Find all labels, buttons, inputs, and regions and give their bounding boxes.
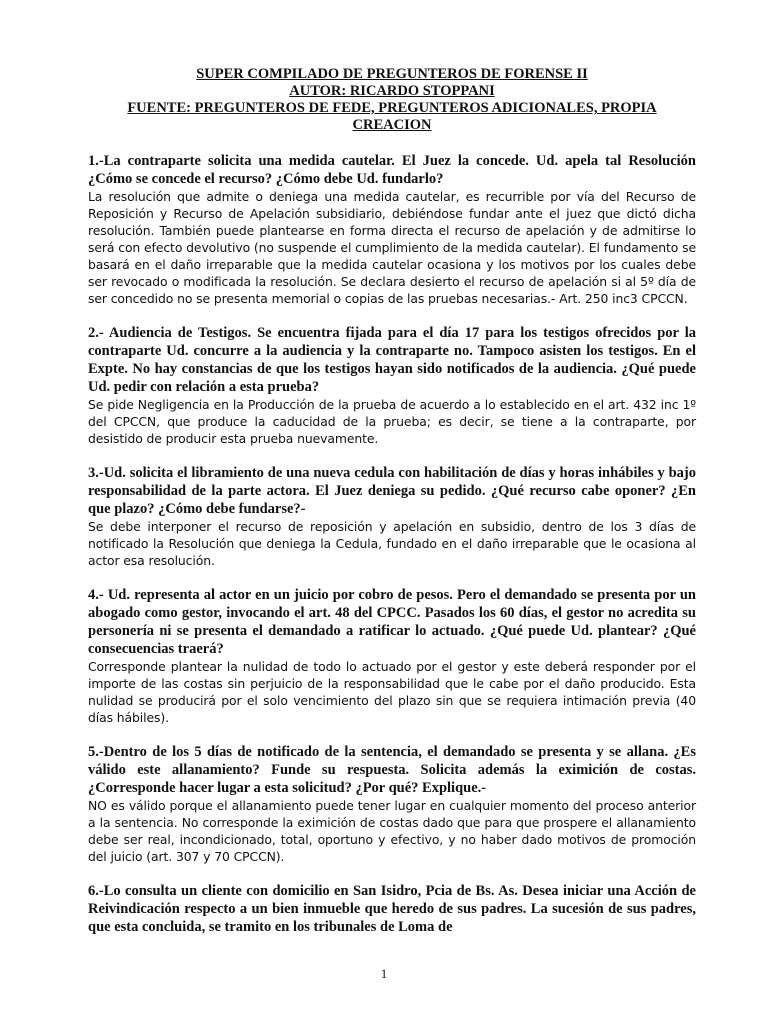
page-number: 1 bbox=[380, 966, 388, 981]
header-author: AUTOR: RICARDO STOPPANI bbox=[289, 83, 495, 99]
question-block-1 bbox=[88, 152, 696, 307]
question-block-6 bbox=[88, 882, 696, 936]
question-text: 4.- Ud. representa al actor en un juicio por cobro de pesos. Pero el demandado se presenta por un abogado como gestor, invocando el art. 48 del CPCC. Pasados los 60 días, el gestor no acredita su personería ni se presenta el demandado a ratificar lo actuado. ¿Qué puede Ud. plantear? ¿Qué consecuencias traerá? bbox=[88, 587, 696, 657]
question-block-5 bbox=[88, 743, 696, 865]
question-text: 5.-Dentro de los 5 días de notificado de la sentencia, el demandado se presenta y se allana. ¿Es válido este allanamiento? Funde su respuesta. Solicita además la eximición de costas. ¿Corresponde hacer lugar a esta solicitud? ¿Por qué? Explique.- bbox=[88, 744, 696, 796]
answer-text: Se debe interponer el recurso de reposición y apelación en subsidio, dentro de los 3 días de notificado la Resolución que deniega la Cedula, fundado en el daño irreparable que le ocasiona al actor esa resolución. bbox=[88, 519, 696, 568]
header-source: FUENTE: PREGUNTEROS DE FEDE, PREGUNTEROS ADICIONALES, PROPIA bbox=[127, 100, 657, 116]
question-block-2 bbox=[88, 324, 696, 447]
document-header bbox=[88, 66, 696, 134]
header-title: SUPER COMPILADO DE PREGUNTEROS DE FORENSE II bbox=[196, 66, 588, 82]
question-text: 2.- Audiencia de Testigos. Se encuentra fijada para el día 17 para los testigos ofrecidos por la contraparte Ud. concurre a la audiencia y la contraparte no. Tampoco asisten los testigos. En el Expte. No hay constancias de que los testigos hayan sido notificados de la audiencia. ¿Qué puede Ud. pedir con relación a esta prueba? bbox=[88, 325, 696, 395]
answer-text: Corresponde plantear la nulidad de todo lo actuado por el gestor y este deberá responder por el importe de las costas sin perjuicio de la responsabilidad que le cabe por el daño producido. Esta nulidad se producirá por el solo vencimiento del plazo sin que se requiera intimación previa (40 días hábiles). bbox=[88, 659, 696, 725]
question-text: 3.-Ud. solicita el libramiento de una nueva cedula con habilitación de días y horas inhábiles y bajo responsabilidad de la parte actora. El Juez deniega su pedido. ¿Qué recurso cabe oponer? ¿En que plazo? ¿Cómo debe fundarse?- bbox=[88, 465, 696, 517]
question-text: 6.-Lo consulta un cliente con domicilio en San Isidro, Pcia de Bs. As. Desea iniciar una Acción de Reivindicación respecto a un bien inmueble que heredo de sus padres. La sucesión de sus padres, que esta concluida, se tramito en los tribunales de Loma de bbox=[88, 883, 696, 935]
answer-text: La resolución que admite o deniega una medida cautelar, es recurrible por vía del Recurso de Reposición y Recurso de Apelación subsidiario, debiéndose fundar ante el juez que dictó dicha resolución. También puede plantearse en forma directa el recurso de apelación y de admitirse lo será con efecto devolutivo (no suspende el cumplimiento de la medida cautelar). El fundamento se basará en el daño irreparable que la medida cautelar ocasiona y los motivos por los cuales debe ser revocado o modificada la resolución. Se declara desierto el recurso de apelación si al 5º día de ser concedido no se presenta memorial o copias de las pruebas necesarias.- Art. 250 inc3 CPCCN. bbox=[88, 189, 696, 306]
header-source-cont: CREACION bbox=[352, 117, 432, 133]
question-text: 1.-La contraparte solicita una medida cautelar. El Juez la concede. Ud. apela tal Resolución ¿Cómo se concede el recurso? ¿Cómo debe Ud. fundarlo? bbox=[88, 153, 696, 187]
question-block-3 bbox=[88, 464, 696, 569]
answer-text: NO es válido porque el allanamiento puede tener lugar en cualquier momento del proceso anterior a la sentencia. No corresponde la eximición de costas dado que para que prospere el allanamiento debe ser real, incondicionado, total, oportuno y efectivo, y no haber dado motivos de promoción del juicio (art. 307 y 70 CPCCN). bbox=[88, 798, 696, 864]
question-block-4 bbox=[88, 586, 696, 726]
answer-text: Se pide Negligencia en la Producción de la prueba de acuerdo a lo establecido en el art. 432 inc 1º del CPCCN, que produce la caducidad de la prueba; es decir, se tiene a la contraparte, por desistido de producir esta prueba nuevamente. bbox=[88, 397, 696, 446]
